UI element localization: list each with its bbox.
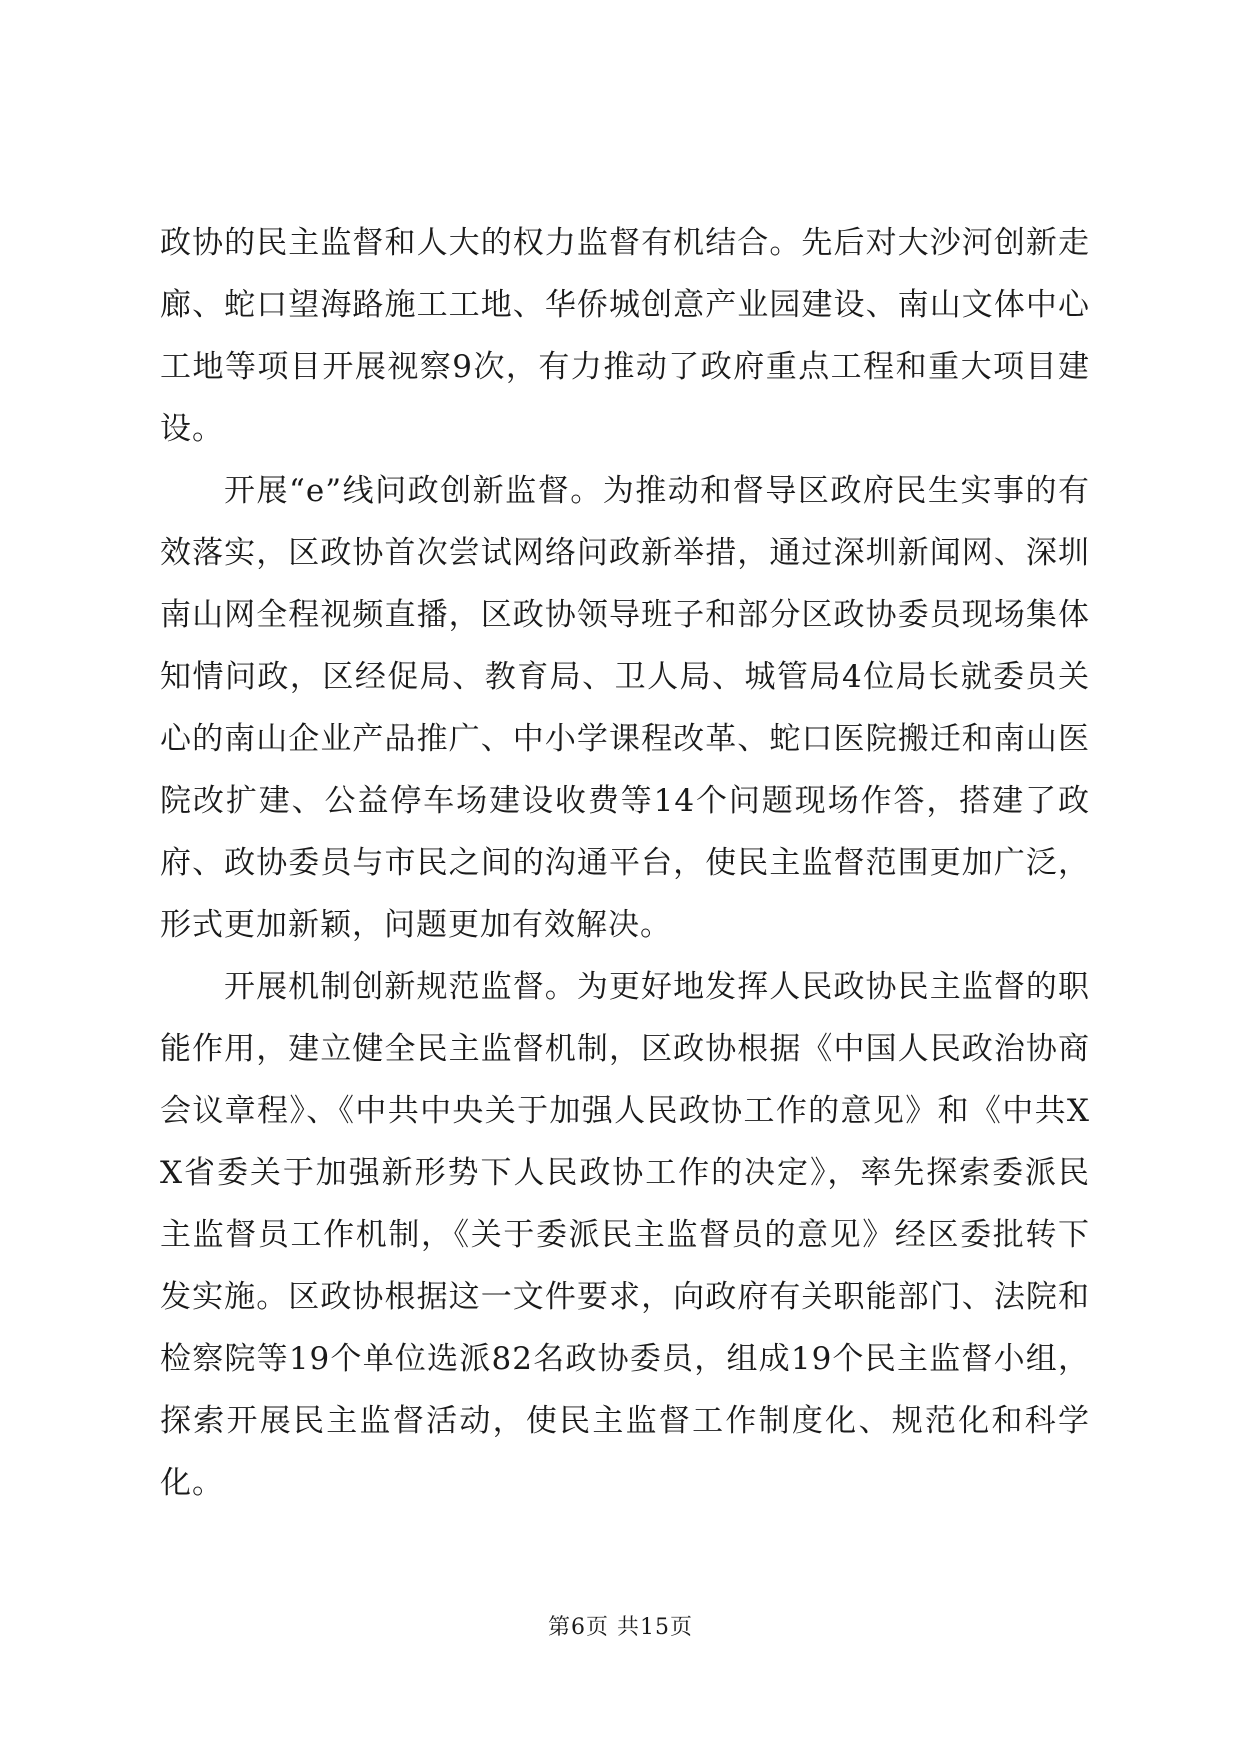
paragraph-e-line-supervision: 开展“e”线问政创新监督。为推动和督导区政府民生实事的有效落实，区政协首次尝试网络问政新举措，通过深圳新闻网、深圳南山网全程视频直播，区政协领导班子和部分区政协委员现场集体知情问政，区经促局、教育局、卫人局、城管局4位局长就委员关心的南山企业产品推广、中小学课程改革、蛇口医院搬迁和南山医院改扩建、公益停车场建设收费等14个问题现场作答，搭建了政府、政协委员与市民之间的沟通平台，使民主监督范围更加广泛，形式更加新颖，问题更加有效解决。: [160, 473, 1090, 943]
paragraph-continuation: 政协的民主监督和人大的权力监督有机结合。先后对大沙河创新走廊、蛇口望海路施工工地、华侨城创意产业园建设、南山文体中心工地等项目开展视察9次，有力推动了政府重点工程和重大项目建设。: [160, 225, 1090, 447]
document-body: [160, 212, 1090, 1514]
paragraph-mechanism-supervision: 开展机制创新规范监督。为更好地发挥人民政协民主监督的职能作用，建立健全民主监督机制，区政协根据《中国人民政治协商会议章程》、《中共中央关于加强人民政协工作的意见》和《中共XX省委关于加强新形势下人民政协工作的决定》，率先探索委派民主监督员工作机制，《关于委派民主监督员的意见》经区委批转下发实施。区政协根据这一文件要求，向政府有关职能部门、法院和检察院等19个单位选派82名政协委员，组成19个民主监督小组，探索开展民主监督活动，使民主监督工作制度化、规范化和科学化。: [160, 969, 1090, 1501]
page-number-footer: 第6页 共15页: [548, 1615, 693, 1640]
